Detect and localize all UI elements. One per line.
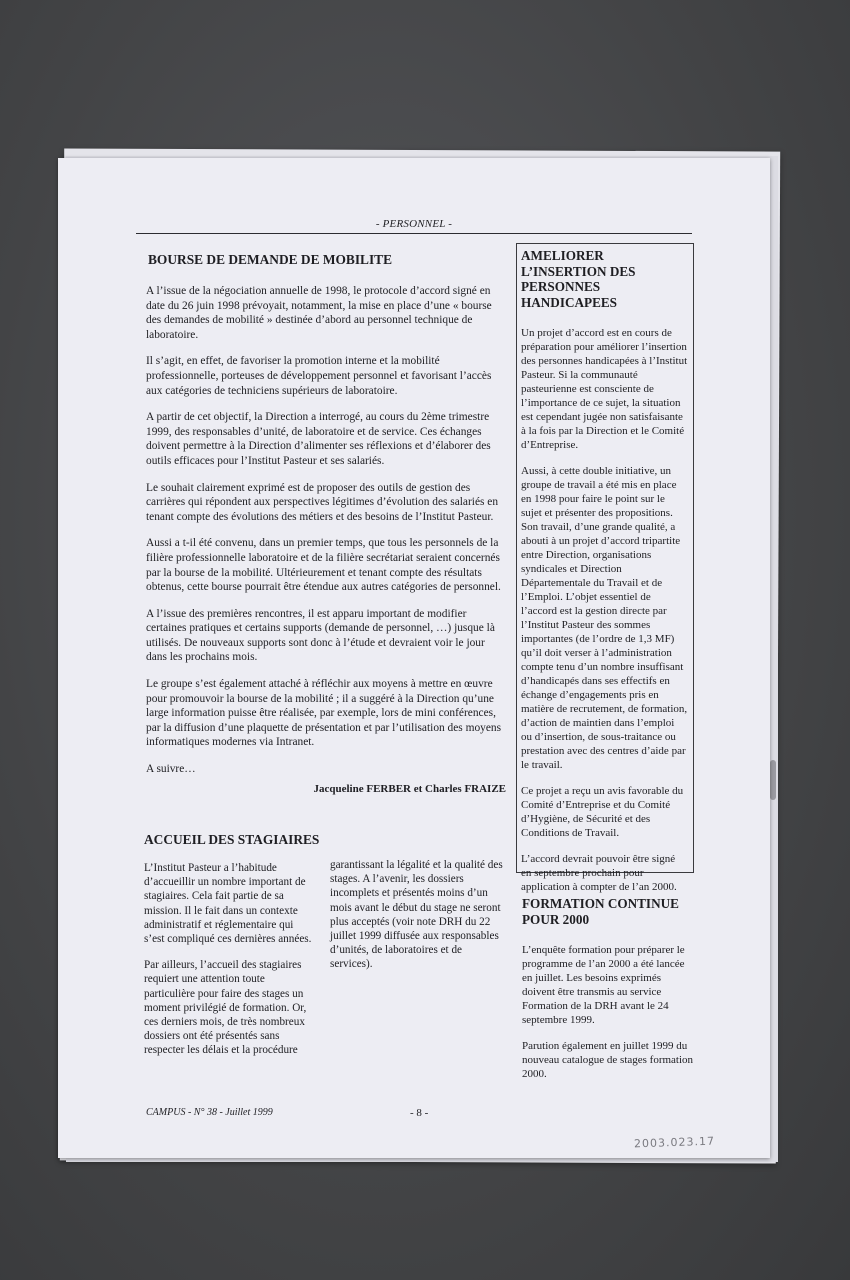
insertion-title: AMELIORER L’INSERTION DES PERSONNES HANDICAPEES [521, 248, 636, 310]
accueil-column-2 [330, 858, 505, 984]
bourse-paragraph: A partir de cet objectif, la Direction a interrogé, au cours du 2ème trimestre 1999, des responsables d’unité, de laboratoire et de service. Ces échanges doivent permettre à la Direction d’alimenter ses réflexions et d’élaborer des outils efficaces pour l’Institut Pasteur et ses salariés. [146, 411, 491, 467]
bourse-paragraph: Le groupe s’est également attaché à réfléchir aux moyens à mettre en œuvre pour promouvoir la bourse de la mobilité ; il a suggéré à la Direction qu’une large information puisse être réalisée, par exemple, lors de mini conférences, par la diffusion d’une plaquette de présentation et par l’utilisation des moyens informatiques modernes via Intranet. [146, 678, 502, 749]
bourse-paragraph: A suivre… [146, 763, 196, 776]
accueil-paragraph: L’Institut Pasteur a l’habitude d’accueillir un nombre important de stagiaires. Cela fait partie de sa mission. Il le fait dans un contexte administratif et réglementaire qui s’est compliqué ces dernières années. [144, 862, 312, 946]
running-head: - PERSONNEL - [375, 218, 453, 230]
formation-paragraph: L’enquête formation pour préparer le programme de l’an 2000 a été lancée en juillet. Les besoins exprimés doivent être transmis au service Formation de la DRH avant le 24 septembre 1999. [522, 944, 685, 1027]
insertion-box [516, 243, 694, 894]
bourse-paragraph: Aussi a t-il été convenu, dans un premier temps, que tous les personnels de la filière professionnelle laboratoire et de la filière secrétariat seraient concernés par la bourse de la mobilité. Ultérieurement et tenant compte des résultats obtenus, cette bourse pourrait être étendue aux autres catégories de personnel. [146, 537, 501, 594]
bourse-paragraph: Il s’agit, en effet, de favoriser la promotion interne et la mobilité professionnelle, porteuses de développement personnel et favorisant l’accès aux catégories de techniciens supérieurs de laboratoire. [146, 355, 492, 397]
insertion-paragraph: Un projet d’accord est en cours de préparation pour améliorer l’insertion des personnes handicapées à l’Institut Pasteur. Si la communauté pasteurienne est consciente de l’importance de ce sujet, la situation est cependant jugée non satisfaisante à la fois par la Direction et le Comité d’Entreprise. [521, 327, 688, 452]
bourse-article [146, 248, 506, 795]
accueil-paragraph: Par ailleurs, l’accueil des stagiaires requiert une attention toute particulière pour faire des stages un moment privilégié de formation. Or, ces derniers mois, de très nombreux dossiers ont été présentés sans respecter les délais et la procédure [144, 959, 307, 1057]
formation-article [522, 896, 694, 1093]
bourse-paragraph: Le souhait clairement exprimé est de proposer des outils de gestion des carrières qui répondent aux perspectives légitimes d’évolution des salariés en tenant compte des évolutions des métiers et des besoins de l’Institut Pasteur. [146, 481, 499, 523]
publication-footer: CAMPUS - N° 38 - Juillet 1999 [146, 1107, 273, 1118]
insertion-paragraph: Aussi, à cette double initiative, un groupe de travail a été mis en place en 1998 pour faire le point sur le sujet et présenter des propositions. Son travail, d’une grande qualité, a abouti à un projet d’accord tripartite entre Direction, organisations syndicales et Direction Départementale du Travail et de l’Emploi. L’objet essentiel de l’accord est la gestion directe par l’Institut Pasteur des sommes importantes (de l’ordre de 1,3 MF) qu’il doit verser à l’administration compte tenu d’un nombre insuffisant d’handicapés dans ses effectifs en échange d’engagements pris en matière de recrutement, de formation, d’action de maintien dans l’emploi ou d’insertion, de sous-traitance ou prestation avec des centres d’aide par le travail. [521, 465, 688, 772]
archive-mark: 2003.023.17 [633, 1134, 716, 1151]
bourse-signature: Jacqueline FERBER et Charles FRAIZE [313, 782, 506, 795]
formation-paragraph: Parution également en juillet 1999 du nouveau catalogue de stages formation 2000. [522, 1040, 694, 1081]
bourse-title: BOURSE DE DEMANDE DE MOBILITE [148, 252, 393, 267]
insertion-paragraph: L’accord devrait pouvoir être signé en septembre prochain pour application à compter de l’an 2000. [521, 853, 677, 894]
formation-title: FORMATION CONTINUE POUR 2000 [522, 896, 679, 927]
accueil-paragraph: garantissant la légalité et la qualité des stages. A l’avenir, les dossiers incomplets et présentés moins d’un mois avant le début du stage ne seront plus acceptés (voir note DRH du 22 juillet 1999 diffusée aux responsables d’unités, de laboratoires et de services). [330, 859, 503, 971]
document-page [58, 158, 770, 1158]
bourse-paragraph: A l’issue de la négociation annuelle de 1998, le protocole d’accord signé en date du 26 juin 1998 prévoyait, notamment, la mise en place d’une « bourse des demandes de mobilité » destinée d’abord au personnel technique de laboratoire. [146, 285, 492, 341]
insertion-paragraph: Ce projet a reçu un avis favorable du Comité d’Entreprise et du Comité d’Hygiène, de Sécurité et des Conditions de Travail. [521, 785, 684, 840]
accueil-column-1 [144, 861, 316, 1070]
bourse-paragraph: A l’issue des premières rencontres, il est apparu important de modifier certaines pratiques et certains supports (demande de personnel, …) jusque là utilisés. De nouveaux supports sont donc à l’étude et devraient voir le jour dans les prochains mois. [146, 607, 495, 664]
accueil-title: ACCUEIL DES STAGIAIRES [144, 832, 320, 847]
page-number: - 8 - [410, 1107, 429, 1119]
header-rule [136, 233, 692, 234]
binder-clip [770, 760, 776, 800]
